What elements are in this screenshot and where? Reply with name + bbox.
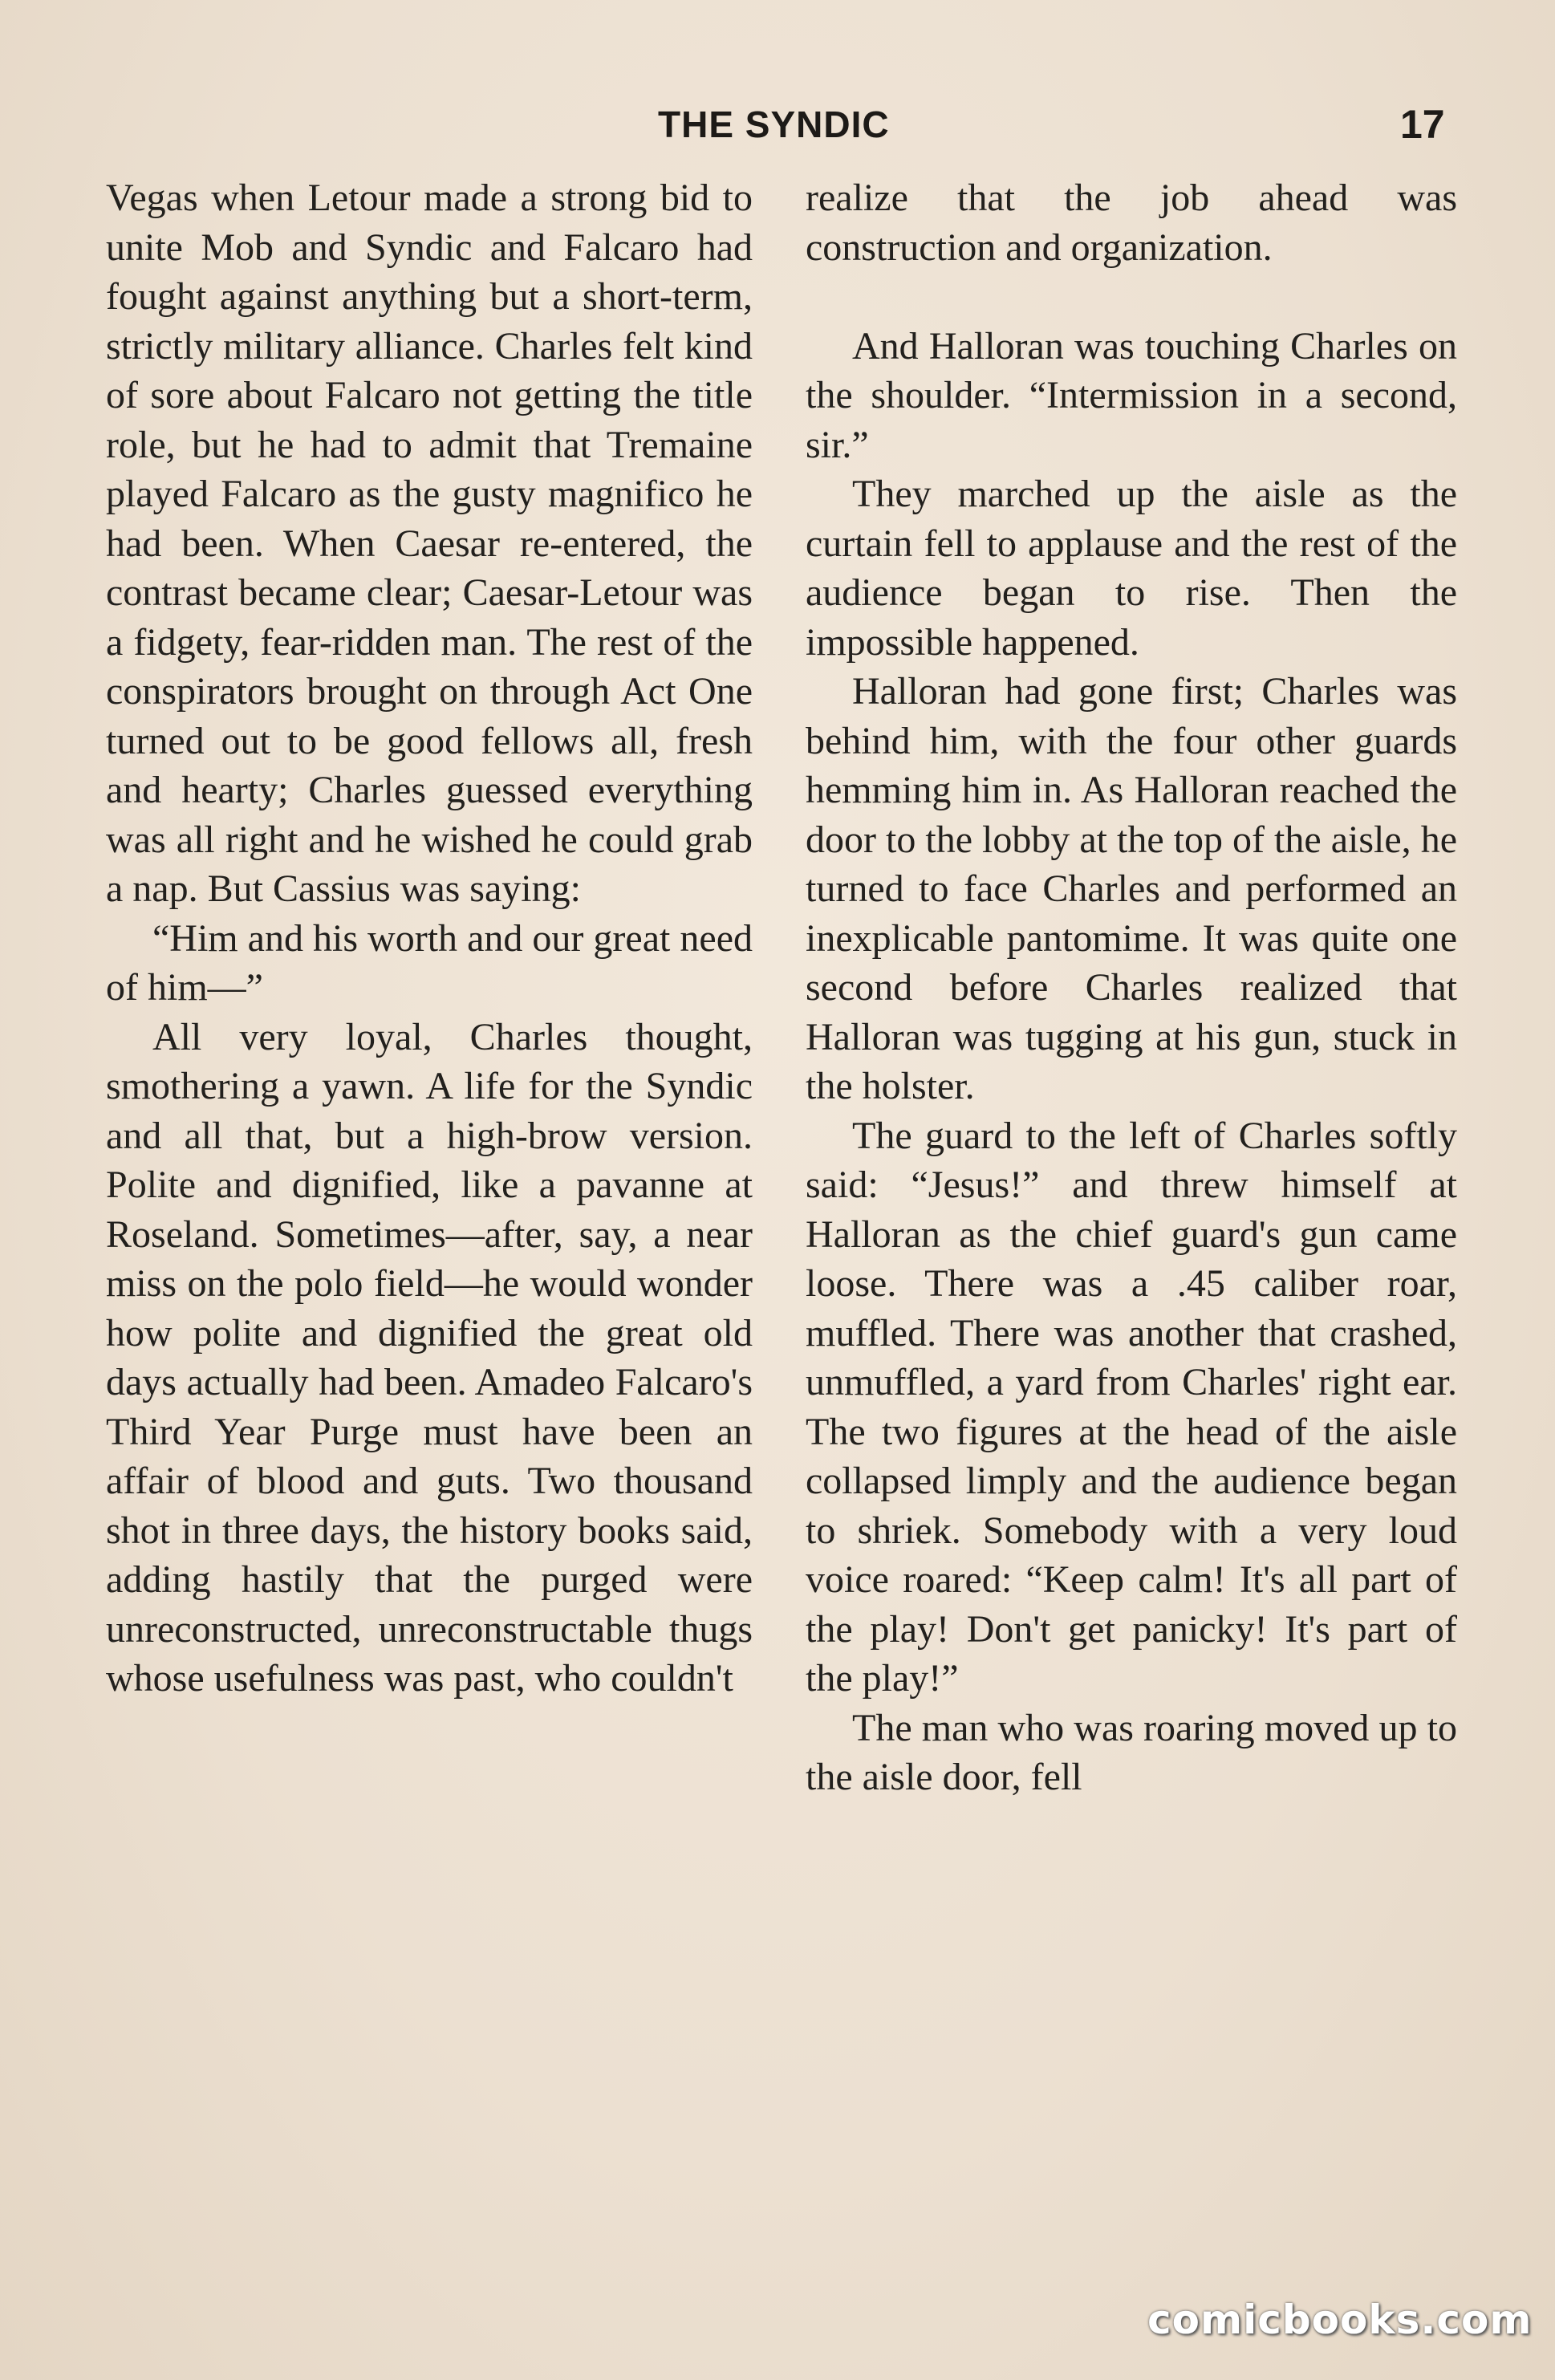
paragraph: And Halloran was touching Charles on the shoulder. “Intermission in a second, sir.” <box>806 324 1457 466</box>
page-number: 17 <box>1400 102 1445 147</box>
paragraph: Halloran had gone first; Charles was behind him, with the four other guards hemming him in. As Halloran reached the door to the lobby at the top of the aisle, he turned to face Charles and performed an inexplicable pantomime. It was quite one second before Charles realized that Halloran was tugging at his gun, stuck in the holster. <box>806 670 1457 1107</box>
left-text-column <box>106 173 753 1704</box>
paragraph: realize that the job ahead was construction and organization. <box>806 177 1457 269</box>
paragraph: Vegas when Letour made a strong bid to unite Mob and Syndic and Falcaro had fought against anything but a short-term, strictly military alliance. Charles felt kind of sore about Falcaro not getting the title role, but he had to admit that Tremaine played Falcaro as the gusty magnifico he had been. When Caesar re-entered, the contrast became clear; Caesar-Letour was a fidgety, fear-ridden man. The rest of the conspirators brought on through Act One turned out to be good fellows all, fresh and hearty; Charles guessed everything was all right and he wished he could grab a nap. But Cassius was saying: <box>106 177 753 910</box>
paragraph: “Him and his worth and our great need of him—” <box>106 916 753 1009</box>
paragraph: The guard to the left of Charles softly said: “Jesus!” and threw himself at Halloran as the chief guard's gun came loose. There was a .45 caliber roar, muffled. There was another that crashed, unmuffled, a yard from Charles' right ear. The two figures at the head of the aisle collapsed limply and the audience began to shriek. Somebody with a very loud voice roared: “Keep calm! It's all part of the play! Don't get panicky! It's part of the play!” <box>806 1114 1457 1700</box>
paragraph: They marched up the aisle as the curtain fell to applause and the rest of the audience began to rise. Then the impossible happened. <box>806 473 1457 664</box>
paragraph: All very loyal, Charles thought, smothering a yawn. A life for the Syndic and all that, but a high-brow version. Polite and dignified, like a pavanne at Roseland. Sometimes—after, say, a near miss on the polo field—he would wonder how polite and dignified the great old days actually had been. Amadeo Falcaro's Third Year Purge must have been an affair of blood and guts. Two thousand shot in three days, the history books said, adding hastily that the purged were unreconstructed, unreconstructable thugs whose usefulness was past, who couldn't <box>106 1015 753 1700</box>
paragraph: The man who was roaring moved up to the aisle door, fell <box>806 1706 1457 1798</box>
site-watermark: comicbooks.com <box>1147 2297 1533 2343</box>
right-text-column <box>806 173 1457 1802</box>
running-header-title: THE SYNDIC <box>658 104 890 145</box>
